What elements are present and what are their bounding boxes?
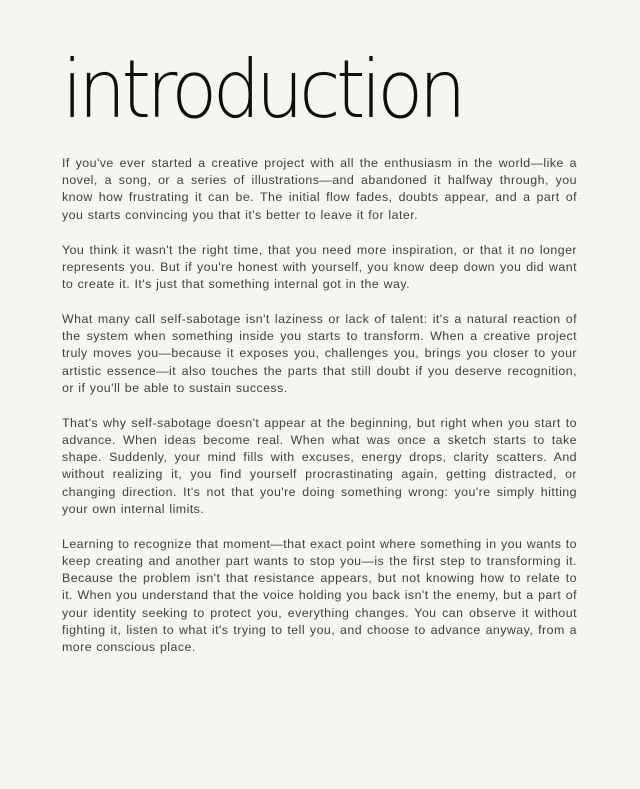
paragraph-2: You think it wasn't the right time, that you need more inspiration, or that it no longer represents you. But if you're honest with yourself, you know deep down you did want to create it. It's just that something internal got in the way. xyxy=(62,242,577,292)
paragraph-1: If you've ever started a creative project with all the enthusiasm in the world—like a novel, a song, or a series of illustrations—and abandoned it halfway through, you know how frustrating it can be. The initial flow fades, doubts appear, and a part of you starts convincing you that it's better to leave it for later. xyxy=(62,156,577,222)
paragraph-4: That's why self-sabotage doesn't appear at the beginning, but right when you start to advance. When ideas become real. When what was once a sketch starts to take shape. Suddenly, your mind fills with excuses, energy drops, clarity scatters. And without realizing it, you find yourself procrastinating again, getting distracted, or changing direction. It's not that you're doing something wrong: you're simply hitting your own internal limits. xyxy=(62,415,577,516)
paragraph-5: Learning to recognize that moment—that exact point where something in you wants to keep creating and another part wants to stop you—is the first step to transforming it. Because the problem isn't that resistance appears, but not knowing how to relate to it. When you understand that the voice holding you back isn't the enemy, but a part of your identity seeking to protect you, everything changes. You can observe it without fighting it, listen to what it's trying to tell you, and choose to advance anyway, from a more conscious place. xyxy=(62,536,577,655)
page-title: introduction xyxy=(62,43,462,136)
paragraph-3: What many call self-sabotage isn't laziness or lack of talent: it's a natural reaction of the system when something inside you starts to transform. When a creative project truly moves you—because it exposes you, challenges you, brings you closer to your artistic essence—it also touches the parts that still doubt if you deserve recognition, or if you'll be able to sustain success. xyxy=(62,312,577,395)
body-text xyxy=(62,155,577,674)
